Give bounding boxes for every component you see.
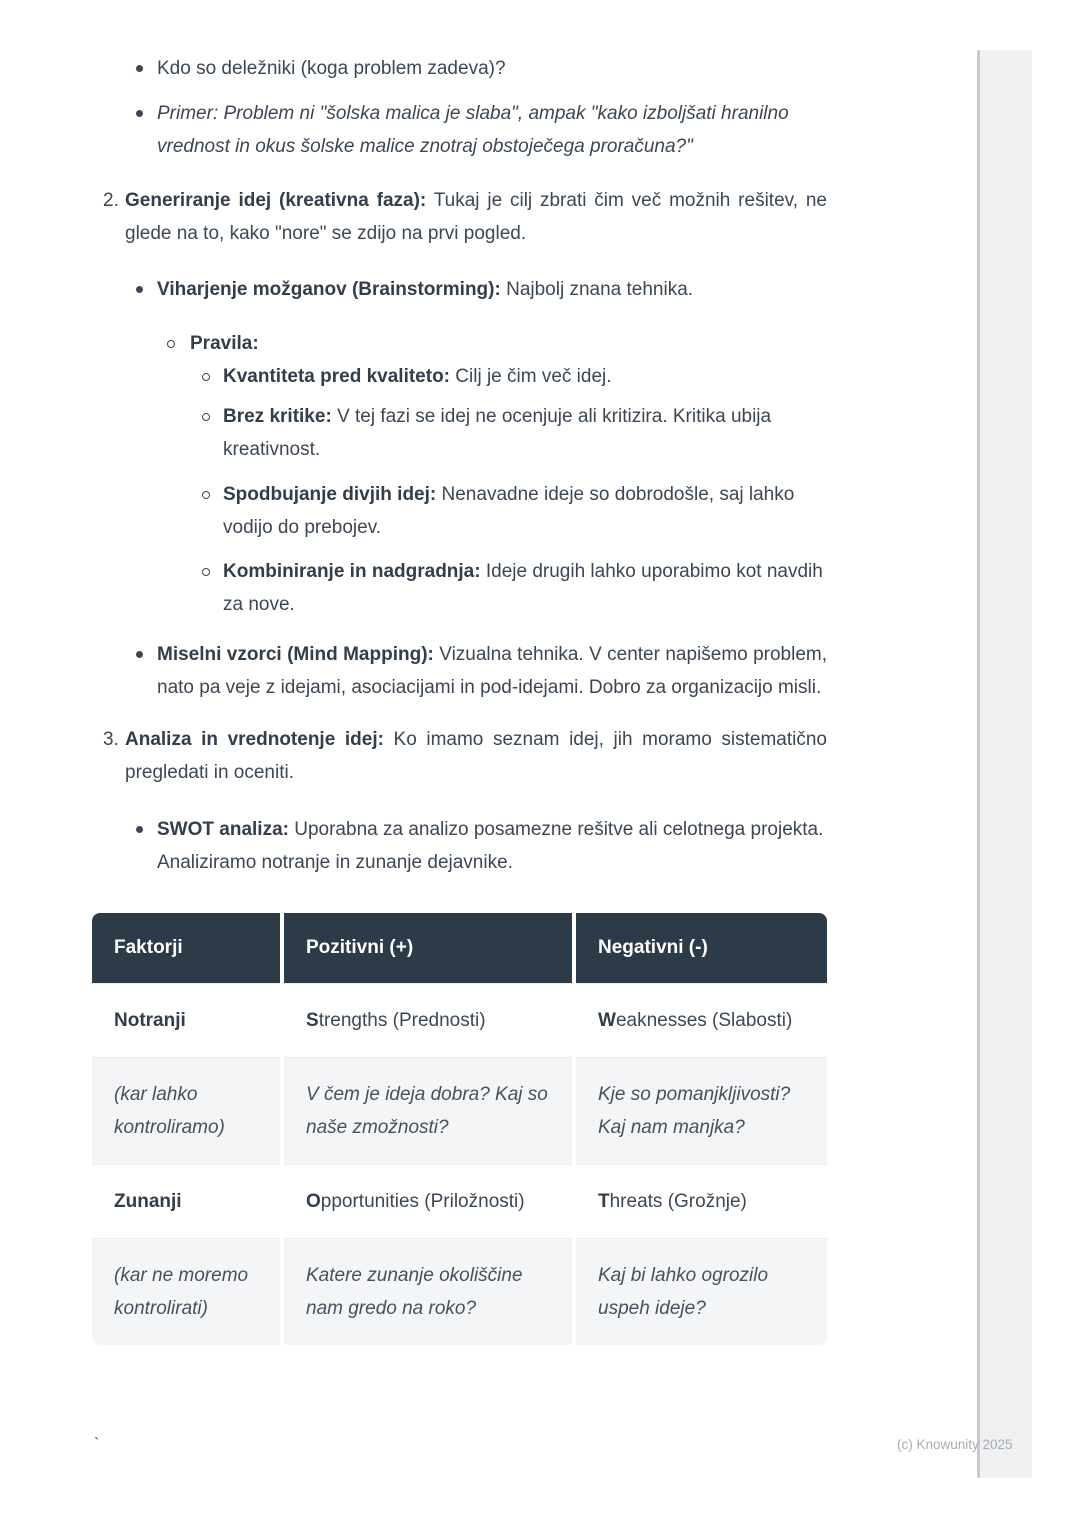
- item-text: Kdo so deležniki (koga problem zadeva)?: [157, 58, 506, 79]
- item-text: Pravila:: [190, 333, 259, 354]
- table-cell: Kaj bi lahko ogrozilo uspeh ideje?: [576, 1238, 827, 1345]
- table-cell: Strengths (Prednosti): [284, 983, 572, 1057]
- bullet-icon: [136, 826, 143, 833]
- list-item: [92, 813, 827, 879]
- bullet-icon: [136, 286, 143, 293]
- table-cell: Threats (Grožnje): [576, 1164, 827, 1238]
- list-item: [92, 327, 827, 360]
- bullet-icon: [136, 65, 143, 72]
- circle-bullet-icon: [202, 491, 210, 499]
- table-row: [92, 983, 827, 1057]
- table-cell: Opportunities (Priložnosti): [284, 1164, 572, 1238]
- table-cell: Notranji: [92, 983, 280, 1057]
- list-item: [92, 638, 827, 704]
- item-text: Viharjenje možganov (Brainstorming): Najbolj znana tehnika.: [157, 279, 694, 300]
- table-row: [92, 1057, 827, 1164]
- item-text: Brez kritike: V tej fazi se idej ne ocenjuje ali kritizira. Kritika ubija kreativnost.: [223, 406, 772, 460]
- table-row: [92, 1164, 827, 1238]
- table-header-cell: Faktorji: [92, 913, 280, 983]
- item-text: Kombiniranje in nadgradnja: Ideje drugih lahko uporabimo kot navdih za nove.: [223, 561, 823, 615]
- swot-table: [92, 913, 827, 1345]
- table-header-cell: Negativni (-): [576, 913, 827, 983]
- circle-bullet-icon: [202, 373, 210, 381]
- numbered-item: [92, 723, 827, 789]
- table-cell: Weaknesses (Slabosti): [576, 983, 827, 1057]
- scrollbar[interactable]: [977, 50, 1032, 1478]
- list-item: [92, 478, 827, 544]
- bullet-icon: [136, 110, 143, 117]
- circle-bullet-icon: [202, 413, 210, 421]
- table-header-row: [92, 913, 827, 983]
- bullet-icon: [136, 651, 143, 658]
- item-text: Spodbujanje divjih idej: Nenavadne ideje so dobrodošle, saj lahko vodijo do prebojev.: [223, 484, 795, 538]
- item-number: 3.: [103, 729, 119, 750]
- item-text: SWOT analiza: Uporabna za analizo posamezne rešitve ali celotnega projekta. Analiziramo notranje in zunanje dejavnike.: [157, 819, 824, 873]
- table-cell: Zunanji: [92, 1164, 280, 1238]
- table-cell: Kje so pomanjkljivosti? Kaj nam manjka?: [576, 1057, 827, 1164]
- table-cell: (kar lahko kontroliramo): [92, 1057, 280, 1164]
- table-row: [92, 1238, 827, 1345]
- table-cell: (kar ne moremo kontrolirati): [92, 1238, 280, 1345]
- item-text: Primer: Problem ni "šolska malica je slaba", ampak "kako izboljšati hranilno vrednost in okus šolske malice znotraj obstoječega proračuna?": [157, 103, 789, 157]
- item-text: Analiza in vrednotenje idej: Ko imamo seznam idej, jih moramo sistematično pregledati in oceniti.: [125, 729, 827, 783]
- list-item: [92, 97, 827, 163]
- list-item: [92, 400, 827, 466]
- table-cell: Katere zunanje okoliščine nam gredo na roko?: [284, 1238, 572, 1345]
- table-cell: V čem je ideja dobra? Kaj so naše zmožnosti?: [284, 1057, 572, 1164]
- item-number: 2.: [103, 190, 119, 211]
- list-item: [92, 360, 827, 393]
- table-header-cell: Pozitivni (+): [284, 913, 572, 983]
- item-text: Kvantiteta pred kvaliteto: Cilj je čim več idej.: [223, 366, 612, 387]
- circle-bullet-icon: [167, 340, 175, 348]
- circle-bullet-icon: [202, 568, 210, 576]
- list-item: [92, 555, 827, 621]
- stray-backtick: `: [94, 1436, 100, 1453]
- copyright-text: (c) Knowunity 2025: [897, 1437, 1013, 1452]
- list-item: [92, 52, 827, 85]
- list-item: [92, 273, 827, 306]
- numbered-item: [92, 184, 827, 250]
- item-text: Miselni vzorci (Mind Mapping): Vizualna tehnika. V center napišemo problem, nato pa veje z idejami, asociacijami in pod-idejami. Dobro za organizacijo misli.: [157, 644, 828, 698]
- item-text: Generiranje idej (kreativna faza): Tukaj je cilj zbrati čim več možnih rešitev, ne glede na to, kako "nore" se zdijo na prvi pogled.: [125, 190, 827, 244]
- document-body: [92, 52, 827, 1345]
